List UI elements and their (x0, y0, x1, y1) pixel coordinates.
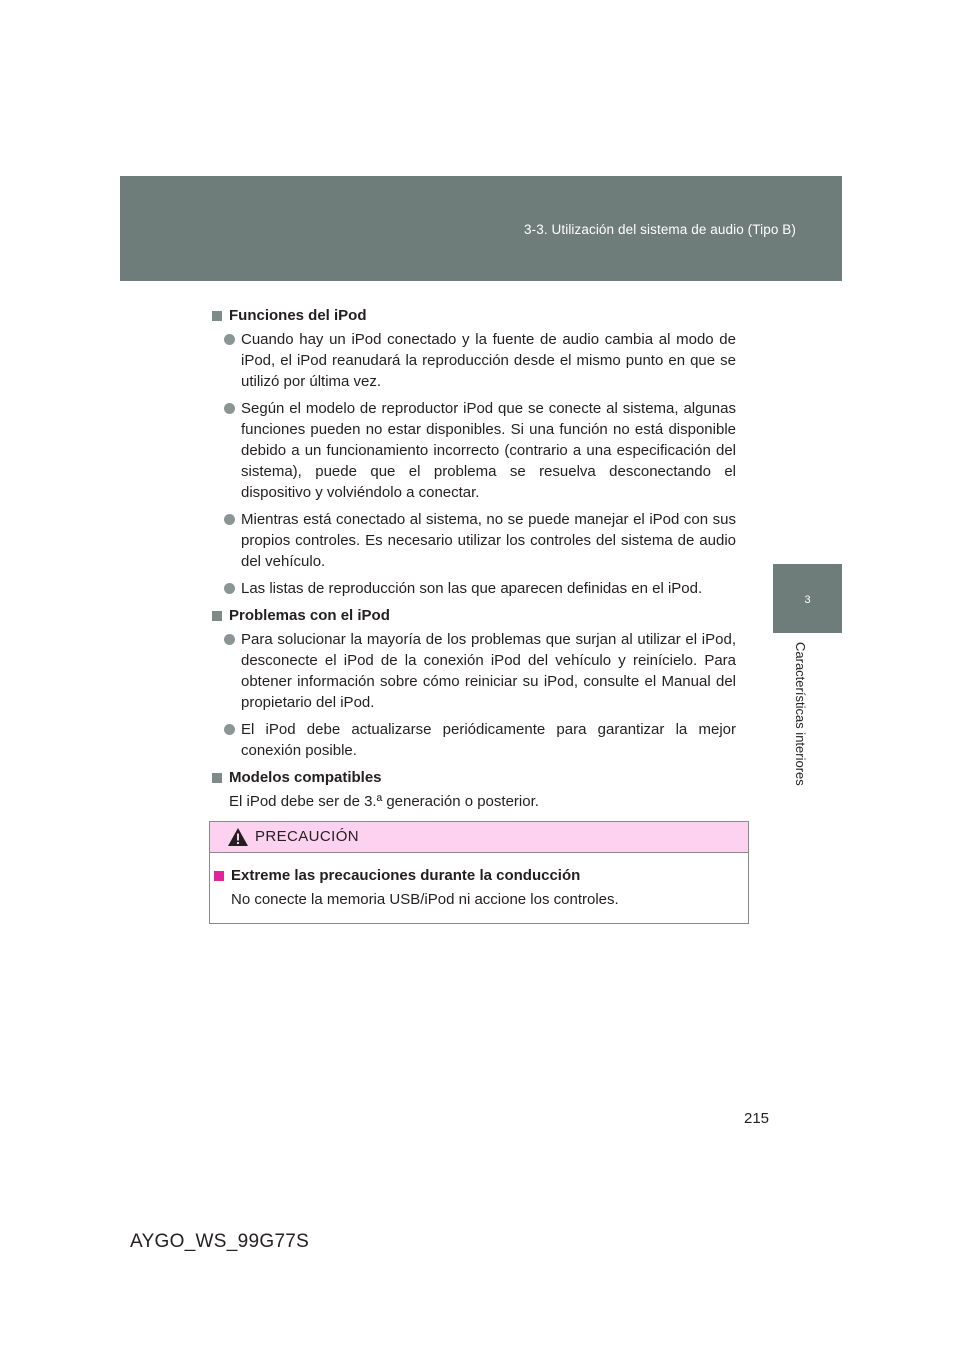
circle-bullet-icon (224, 724, 235, 735)
list-item: Según el modelo de reproductor iPod que se conecte al sistema, algunas funciones pueden no estar disponibles. Si una función no está disponible debido a un funcionamiento incorrecto (contrario a una especificación del sistema), puede que el problema se resuelva desconectando el dispositivo y volviéndolo a conectar. (212, 398, 736, 503)
chapter-title: 3-3. Utilización del sistema de audio (Tipo B) (524, 222, 796, 237)
main-content (212, 305, 736, 812)
caution-body (214, 865, 734, 910)
caution-title: PRECAUCIÓN (255, 828, 360, 845)
caution-box (209, 821, 749, 924)
list-item: Cuando hay un iPod conectado y la fuente de audio cambia al modo de iPod, el iPod reanudará la reproducción desde el mismo punto en que se utilizó por última vez. (212, 329, 736, 392)
section-heading: Funciones del iPod (212, 305, 736, 327)
page-number: 215 (744, 1110, 770, 1127)
circle-bullet-icon (224, 634, 235, 645)
square-bullet-icon (212, 611, 222, 621)
square-bullet-icon (212, 311, 222, 321)
section-heading: Modelos compatibles (212, 767, 736, 789)
warning-icon (227, 827, 249, 847)
document-code: AYGO_WS_99G77S (130, 1231, 310, 1252)
section-text: El iPod debe ser de 3.ª generación o posterior. (229, 793, 539, 810)
circle-bullet-icon (224, 334, 235, 345)
square-bullet-icon (212, 773, 222, 783)
chapter-tab (773, 564, 842, 633)
circle-bullet-icon (224, 403, 235, 414)
chapter-number: 3 (804, 594, 811, 606)
caution-header (210, 822, 748, 853)
caution-heading: Extreme las precauciones durante la conducción (214, 865, 734, 887)
chapter-side-label: Características interiores (793, 642, 808, 786)
circle-bullet-icon (224, 514, 235, 525)
list-item: Para solucionar la mayoría de los problemas que surjan al utilizar el iPod, desconecte el iPod de la conexión iPod del vehículo y reinícielo. Para obtener información sobre cómo reiniciar su iPod, consulte el Manual del propietario del iPod. (212, 629, 736, 713)
circle-bullet-icon (224, 583, 235, 594)
list-item: Mientras está conectado al sistema, no se puede manejar el iPod con sus propios controles. Es necesario utilizar los controles del sistema de audio del vehículo. (212, 509, 736, 572)
square-bullet-icon (214, 871, 224, 881)
chapter-header (120, 176, 842, 281)
list-item: El iPod debe actualizarse periódicamente para garantizar la mejor conexión posible. (212, 719, 736, 761)
section-heading: Problemas con el iPod (212, 605, 736, 627)
caution-text: No conecte la memoria USB/iPod ni accione los controles. (231, 891, 619, 908)
list-item: Las listas de reproducción son las que aparecen definidas en el iPod. (212, 578, 736, 599)
